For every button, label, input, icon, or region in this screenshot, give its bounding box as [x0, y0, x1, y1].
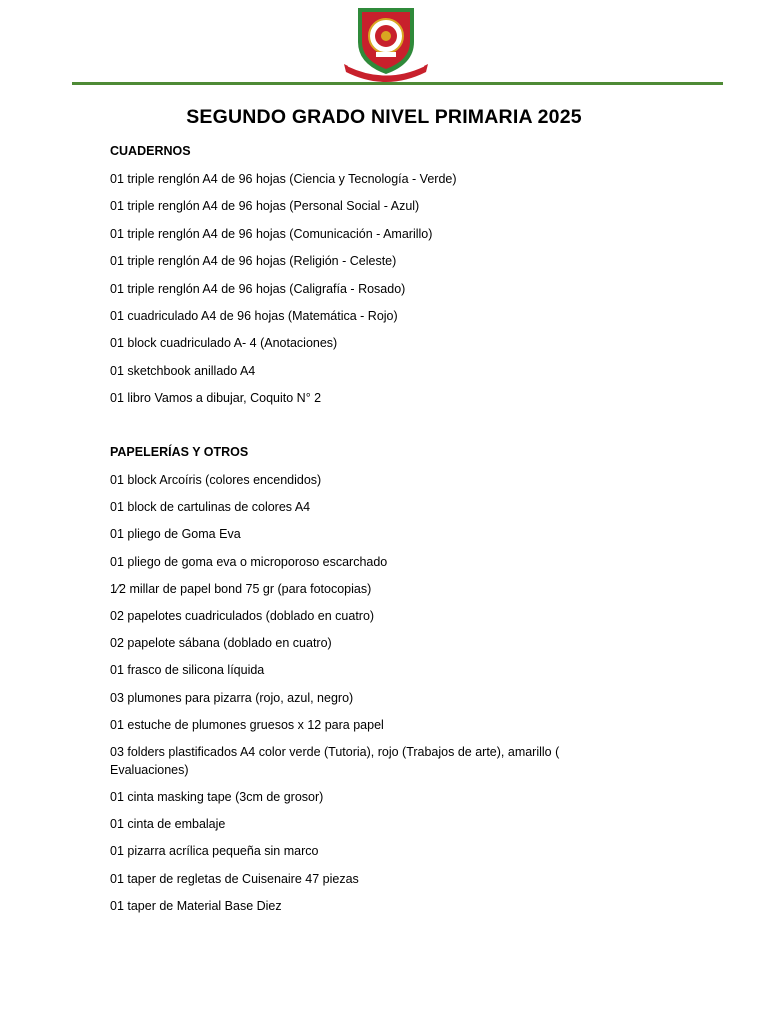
- list-item: 01 block cuadriculado A- 4 (Anotaciones): [110, 336, 338, 351]
- list-item: 01 cinta masking tape (3cm de grosor): [110, 790, 324, 805]
- list-item: 01 triple renglón A4 de 96 hojas (Ciencia y Tecnología - Verde): [110, 172, 457, 186]
- list-item: 03 folders plastificados A4 color verde (Tutoria), rojo (Trabajos de arte), amarillo ( Evaluaciones): [110, 744, 560, 777]
- list-item: 01 taper de regletas de Cuisenaire 47 piezas: [110, 871, 359, 886]
- list-item: 01 estuche de plumones gruesos x 12 para papel: [110, 717, 384, 732]
- school-crest-logo: [340, 2, 432, 82]
- list-item: 01 sketchbook anillado A4: [110, 363, 256, 378]
- section-papeleria: [110, 443, 630, 924]
- list-item: 1⁄2 millar de papel bond 75 gr (para fotocopias): [110, 581, 372, 596]
- list-item: 03 plumones para pizarra (rojo, azul, negro): [110, 690, 354, 705]
- list-item: 01 triple renglón A4 de 96 hojas (Personal Social - Azul): [110, 199, 420, 214]
- list-item: 01 triple renglón A4 de 96 hojas (Religión - Celeste): [110, 254, 397, 269]
- list-item: 01 triple renglón A4 de 96 hojas (Caligrafía - Rosado): [110, 281, 406, 296]
- list-item: 01 libro Vamos a dibujar, Coquito N° 2: [110, 391, 322, 406]
- list-item: 02 papelote sábana (doblado en cuatro): [110, 636, 332, 651]
- list-item: 01 cuadriculado A4 de 96 hojas (Matemática - Rojo): [110, 308, 398, 323]
- list-item: 01 pliego de goma eva o microporoso escarchado: [110, 554, 388, 569]
- header-divider: [72, 82, 723, 85]
- school-crest-icon: [340, 2, 432, 82]
- section-cuadernos: [110, 142, 630, 417]
- list-item: 01 block de cartulinas de colores A4: [110, 500, 311, 515]
- list-item: 01 cinta de embalaje: [110, 817, 226, 832]
- list-item: 02 papelotes cuadriculados (doblado en cuatro): [110, 608, 375, 623]
- list-item: 01 taper de Material Base Diez: [110, 898, 282, 913]
- section-heading: PAPELERÍAS Y OTROS: [110, 445, 249, 459]
- list-item: 01 frasco de silicona líquida: [110, 663, 265, 678]
- list-item: 01 pliego de Goma Eva: [110, 527, 241, 542]
- list-item: 01 block Arcoíris (colores encendidos): [110, 473, 322, 487]
- list-item: 01 pizarra acrílica pequeña sin marco: [110, 844, 319, 859]
- page-title: SEGUNDO GRADO NIVEL PRIMARIA 2025: [186, 106, 582, 128]
- list-item: 01 triple renglón A4 de 96 hojas (Comunicación - Amarillo): [110, 226, 433, 241]
- section-heading: CUADERNOS: [110, 144, 191, 158]
